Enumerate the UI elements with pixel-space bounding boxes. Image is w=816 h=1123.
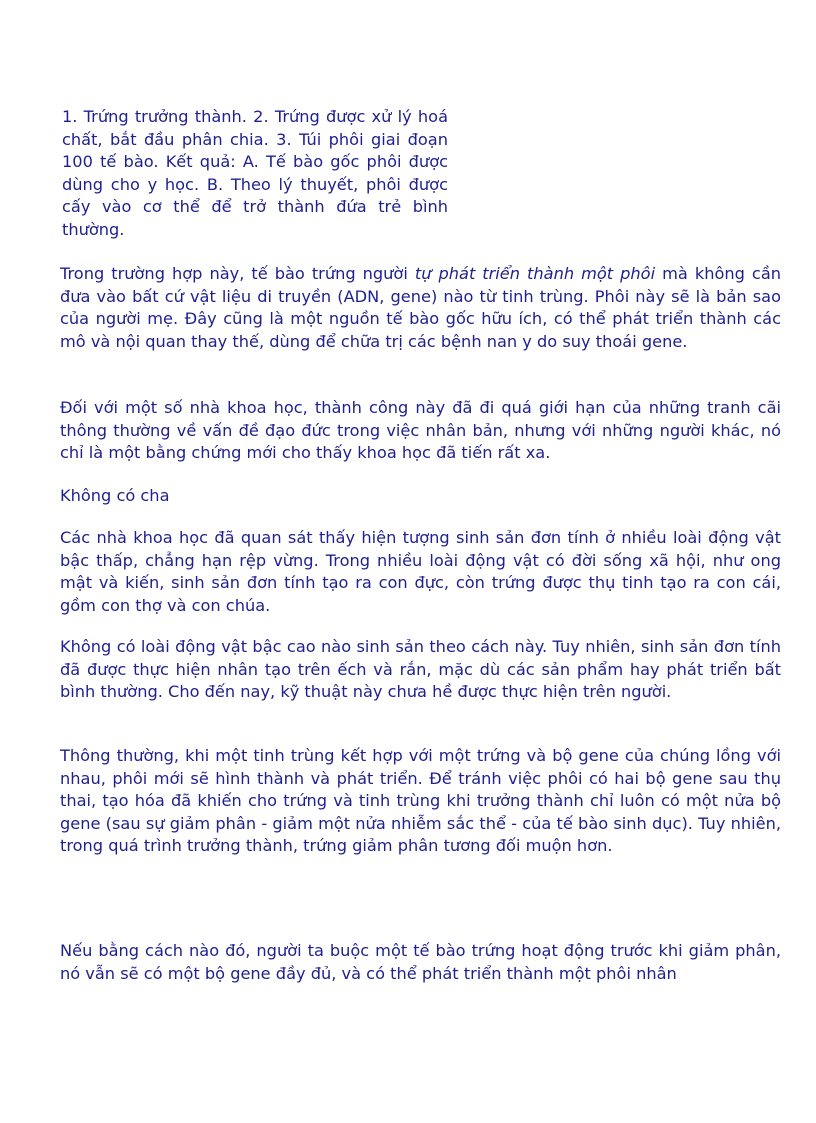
paragraph-ethics: Đối với một số nhà khoa học, thành công này đã đi quá giới hạn của những tranh cãi thông thường về vấn đề đạo đức trong việc nhân bản, nhưng với những người khác, nó chỉ là một bằng chứng mới cho thấy khoa học đã tiến rất xa. [60, 398, 781, 463]
paragraph-egg-activation: Nếu bằng cách nào đó, người ta buộc một tế bào trứng hoạt động trước khi giảm phân, nó vẫn sẽ có một bộ gene đầy đủ, và có thể phát triển thành một phôi nhân [60, 941, 781, 983]
paragraph-intro-emphasis: tự phát triển thành một phôi [414, 264, 656, 283]
paragraph-intro-start: Trong trường hợp này, tế bào trứng người [60, 264, 415, 283]
section-heading: Không có cha [60, 486, 170, 505]
paragraph-meiosis: Thông thường, khi một tinh trùng kết hợp với một trứng và bộ gene của chúng lồng với nhau, phôi mới sẽ hình thành và phát triển. Để tránh việc phôi có hai bộ gene sau thụ thai, tạo hóa đã khiến cho trứng và tinh trùng khi trưởng thành chỉ luôn có một nửa bộ gene (sau sự giảm phân - giảm một nửa nhiễm sắc thể - của tế bào sinh dục). Tuy nhiên, trong quá trình trưởng thành, trứng giảm phân tương đối muộn hơn. [60, 746, 781, 856]
paragraph-parthenogenesis: Các nhà khoa học đã quan sát thấy hiện tượng sinh sản đơn tính ở nhiều loài động vật bậc thấp, chẳng hạn rệp vừng. Trong nhiều loài động vật có đời sống xã hội, như ong mật và kiến, sinh sản đơn tính tạo ra con đực, còn trứng được thụ tinh tạo ra con cái, gồm con thợ và con chúa. [60, 528, 781, 615]
paragraph-higher-animals: Không có loài động vật bậc cao nào sinh sản theo cách này. Tuy nhiên, sinh sản đơn tính đã được thực hiện nhân tạo trên ếch và rắn, mặc dù các sản phẩm hay phát triển bất bình thường. Cho đến nay, kỹ thuật này chưa hề được thực hiện trên người. [60, 637, 781, 702]
paragraph-intro [60, 263, 781, 353]
figure-caption: 1. Trứng trưởng thành. 2. Trứng được xử lý hoá chất, bắt đầu phân chia. 3. Túi phôi giai đoạn 100 tế bào. Kết quả: A. Tế bào gốc phôi được dùng cho y học. B. Theo lý thuyết, phôi được cấy vào cơ thể để trở thành đứa trẻ bình thường. [62, 107, 448, 239]
paragraph-intro-end: mà không cần đưa vào bất cứ vật liệu di truyền (ADN, gene) nào từ tinh trùng. Phôi này sẽ là bản sao của người mẹ. Đây cũng là một nguồn tế bào gốc hữu ích, có thể phát triển thành các mô và nội quan thay thế, dùng để chữa trị các bệnh nan y do suy thoái gene. [60, 264, 781, 351]
